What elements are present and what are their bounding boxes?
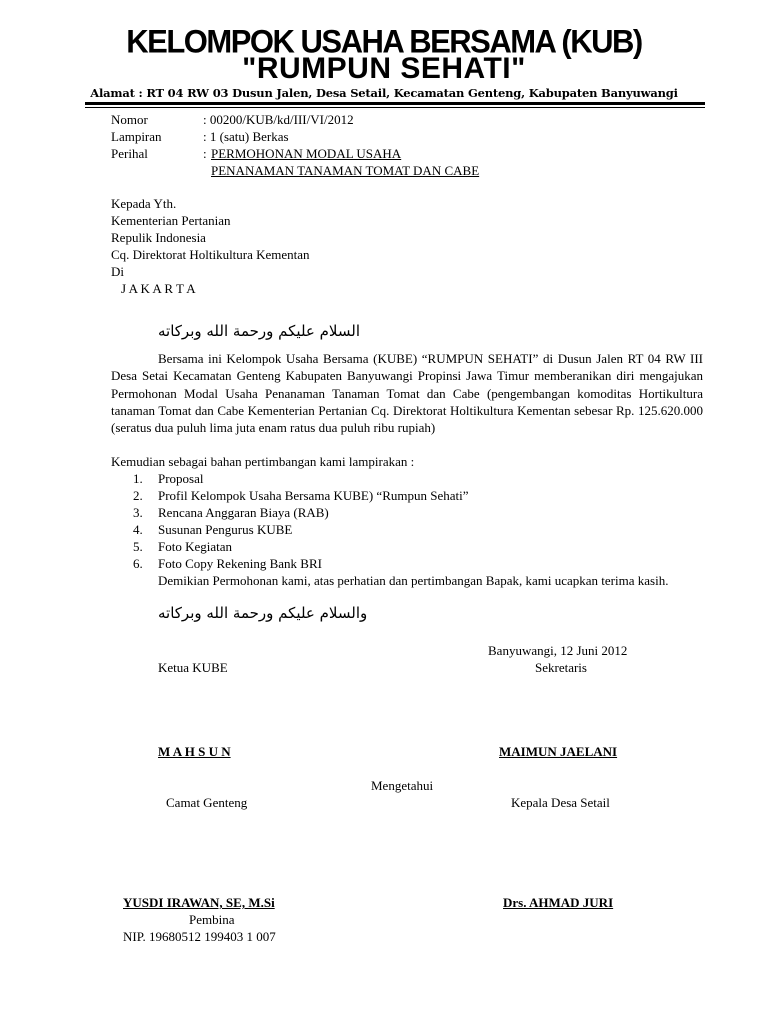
closing-paragraph: Demikian Permohonan kami, atas perhatian dan pertimbangan Bapak, kami ucapkan terima kasih. [158, 573, 669, 588]
sekretaris-name: MAIMUN JAELANI [499, 744, 618, 759]
list-item: 1. Proposal [133, 471, 204, 486]
perihal-label: Perihal [111, 146, 148, 161]
camat-name: YUSDI IRAWAN, SE, M.Si [123, 895, 275, 910]
recipient-line-1: Kepada Yth. [111, 196, 177, 211]
nomor-label: Nomor [111, 112, 148, 127]
letterhead-rule-thick [85, 102, 705, 105]
attachments-list [111, 470, 703, 572]
kades-title: Kepala Desa Setail [511, 795, 610, 810]
attachments-intro: Kemudian sebagai bahan pertimbangan kami lampirakan : [111, 454, 415, 469]
nomor-value: : 00200/KUB/kd/III/VI/2012 [203, 112, 354, 127]
recipient-line-4: Cq. Direktorat Holtikultura Kementan [111, 247, 310, 262]
kades-name: Drs. AHMAD JURI [503, 895, 614, 910]
lampiran-value: : 1 (satu) Berkas [203, 129, 289, 144]
list-item: 2. Profil Kelompok Usaha Bersama KUBE) “Rumpun Sehati” [133, 488, 469, 503]
camat-rank: Pembina [189, 912, 235, 927]
ketua-name: M A H S U N [158, 744, 231, 759]
organization-name: KELOMPOK USAHA BERSAMA (KUB) [126, 23, 642, 60]
camat-title: Camat Genteng [166, 795, 248, 810]
lampiran-label: Lampiran [111, 129, 162, 144]
perihal-colon: : [203, 146, 207, 161]
perihal-line-2: PENANAMAN TANAMAN TOMAT DAN CABE [211, 163, 480, 178]
opening-greeting-arabic: السلام عليكم ورحمة الله وبركاته [158, 322, 360, 340]
letterhead-rule-thin [85, 107, 705, 108]
perihal-line-1: PERMOHONAN MODAL USAHA [211, 146, 402, 161]
organization-address: Alamat : RT 04 RW 03 Dusun Jalen, Desa Setail, Kecamatan Genteng, Kabupaten Banyuwangi [90, 86, 678, 100]
group-name: "RUMPUN SEHATI" [242, 52, 526, 85]
list-item: 3. Rencana Anggaran Biaya (RAB) [133, 505, 329, 520]
acknowledged-label: Mengetahui [371, 778, 434, 793]
camat-nip: NIP. 19680512 199403 1 007 [123, 929, 276, 944]
recipient-line-3: Repulik Indonesia [111, 230, 206, 245]
recipient-line-5: Di [111, 264, 124, 279]
list-item: 5. Foto Kegiatan [133, 539, 233, 554]
list-item: 6. Foto Copy Rekening Bank BRI [133, 556, 322, 571]
recipient-city: J A K A R T A [121, 281, 196, 296]
ketua-title: Ketua KUBE [158, 660, 228, 675]
body-paragraph: Bersama ini Kelompok Usaha Bersama (KUBE) “RUMPUN SEHATI” di Dusun Jalen RT 04 RW III Desa Setai Kecamatan Genteng Kabupaten Banyuwangi Propinsi Jawa Timur memberanikan diri mengajukan Permohonan Modal Usaha Penanaman Tanaman Tomat dan Cabe (pengembangan komoditas Hortikultura tanaman Tomat dan Cabe Kementerian Pertanian Cq. Direktorat Holtikultura Kementan sebesar Rp. 125.620.000 (seratus dua puluh lima juta enam ratus dua puluh ribu rupiah) [111, 351, 703, 436]
recipient-line-2: Kementerian Pertanian [111, 213, 231, 228]
list-item: 4. Susunan Pengurus KUBE [133, 522, 293, 537]
sekretaris-title: Sekretaris [535, 660, 587, 675]
closing-greeting-arabic: والسلام عليكم ورحمة الله وبركاته [158, 604, 368, 622]
place-date: Banyuwangi, 12 Juni 2012 [488, 643, 628, 658]
